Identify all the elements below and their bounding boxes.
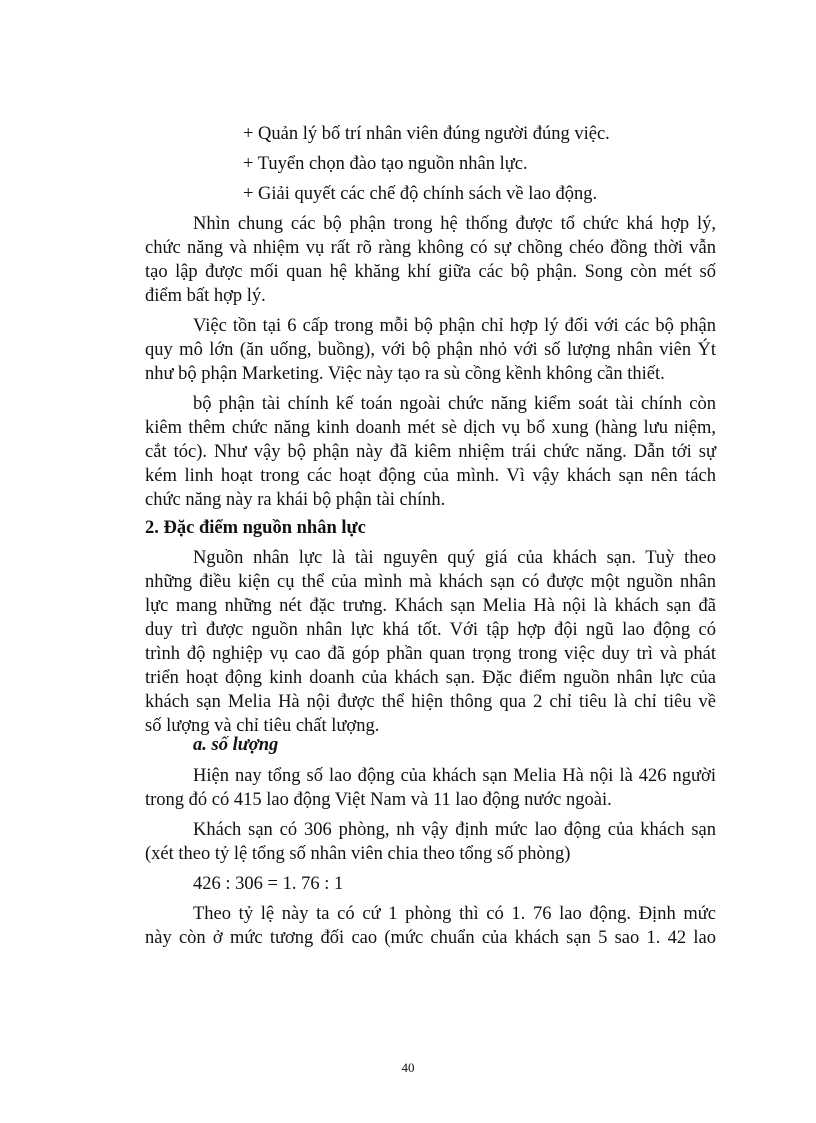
- page-number: 40: [401, 1060, 415, 1075]
- formula-line: 426 : 306 = 1. 76 : 1: [193, 874, 344, 894]
- paragraph-line: kiêm thêm chức năng kinh doanh mét sè dịch vụ bổ xung (hàng lưu niệm,: [145, 418, 716, 438]
- paragraph-line: số lượng và chỉ tiêu chất lượng.: [145, 716, 380, 736]
- paragraph-line: này còn ở mức tương đối cao (mức chuẩn của khách sạn 5 sao 1. 42 lao: [145, 928, 716, 948]
- paragraph-line: Theo tỷ lệ này ta có cứ 1 phòng thì có 1. 76 lao động. Định mức: [193, 904, 716, 924]
- paragraph-line: tạo lập được mối quan hệ khăng khí giữa các bộ phận. Song còn mét số: [145, 262, 716, 282]
- paragraph-line: Khách sạn có 306 phòng, nh vậy định mức lao động của khách sạn: [193, 820, 716, 840]
- paragraph-line: trong đó có 415 lao động Việt Nam và 11 lao động nước ngoài.: [145, 790, 612, 810]
- paragraph-line: duy trì được nguồn nhân lực khá tốt. Với tập hợp đội ngũ lao động có: [145, 620, 716, 640]
- paragraph-line: quy mô lớn (ăn uống, buồng), với bộ phận nhỏ với số lượng nhân viên Ýt: [145, 340, 716, 360]
- paragraph-line: cắt tóc). Như vậy bộ phận này đã kiêm nhiệm trái chức năng. Dẫn tới sự: [145, 442, 716, 462]
- paragraph-line: khách sạn Melia Hà nội được thể hiện thông qua 2 chỉ tiêu là chỉ tiêu về: [145, 692, 716, 712]
- paragraph-line: chức năng này ra khái bộ phận tài chính.: [145, 490, 446, 510]
- paragraph-line: trình độ nghiệp vụ cao đã góp phần quan trọng trong việc duy trì và phát: [145, 644, 716, 664]
- section-heading: 2. Đặc điểm nguồn nhân lực: [145, 518, 366, 538]
- bullet-item: + Quản lý bố trí nhân viên đúng người đúng việc.: [243, 124, 610, 144]
- paragraph-line: Nhìn chung các bộ phận trong hệ thống được tổ chức khá hợp lý,: [193, 214, 716, 234]
- paragraph-line: Nguồn nhân lực là tài nguyên quý giá của khách sạn. Tuỳ theo: [193, 548, 716, 568]
- paragraph-line: kém linh hoạt trong các hoạt động của mình. Vì vậy khách sạn nên tách: [145, 466, 716, 486]
- paragraph-line: Hiện nay tổng số lao động của khách sạn Melia Hà nội là 426 người: [193, 766, 716, 786]
- paragraph-line: (xét theo tỷ lệ tổng số nhân viên chia theo tổng số phòng): [145, 844, 571, 864]
- paragraph-line: như bộ phận Marketing. Việc này tạo ra sù cồng kềnh không cần thiết.: [145, 364, 665, 384]
- bullet-item: + Giải quyết các chế độ chính sách về lao động.: [243, 184, 598, 204]
- bullet-item: + Tuyển chọn đào tạo nguồn nhân lực.: [243, 154, 528, 174]
- paragraph-line: bộ phận tài chính kế toán ngoài chức năng kiểm soát tài chính còn: [193, 394, 716, 414]
- paragraph-line: triển hoạt động kinh doanh của khách sạn. Đặc điểm nguồn nhân lực của: [145, 668, 716, 688]
- subsection-heading: a. số lượng: [193, 735, 279, 755]
- paragraph-line: Việc tồn tại 6 cấp trong mỗi bộ phận chỉ hợp lý đối với các bộ phận: [193, 316, 716, 336]
- paragraph-line: những điều kiện cụ thể của mình mà khách sạn có được một nguồn nhân: [145, 572, 716, 592]
- paragraph-line: lực mang những nét đặc trưng. Khách sạn Melia Hà nội là khách sạn đã: [145, 596, 716, 616]
- paragraph-line: chức năng và nhiệm vụ rất rõ ràng không có sự chồng chéo đồng thời vẫn: [145, 238, 716, 258]
- paragraph-line: điểm bất hợp lý.: [145, 286, 266, 306]
